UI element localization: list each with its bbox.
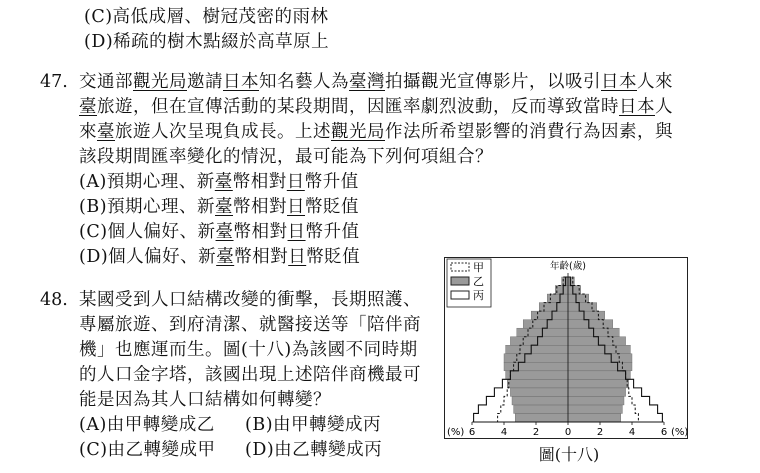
text-run: (C)個人偏好、新 bbox=[79, 222, 216, 242]
text-run: 幣相對 bbox=[233, 197, 288, 217]
proper-noun: 日本 bbox=[619, 97, 655, 117]
proper-noun: 日本 bbox=[601, 72, 637, 92]
axis-unit-left: (%) bbox=[447, 427, 465, 438]
q48-option-b: (B)由甲轉變成丙 bbox=[245, 415, 382, 435]
x-axis-ticks bbox=[469, 422, 667, 438]
text-run: (A)預期心理、新 bbox=[79, 172, 215, 192]
text-run: 人 bbox=[655, 97, 673, 117]
proper-noun: 日 bbox=[286, 172, 305, 192]
text-run: 幣貶值 bbox=[305, 197, 360, 217]
text-run: 幣貶值 bbox=[306, 247, 361, 267]
text-run: 幣相對 bbox=[234, 247, 289, 267]
q47-option-c bbox=[79, 221, 360, 243]
proper-noun: 臺 bbox=[79, 97, 97, 117]
text-run: 旅遊，但在宣傳活動的某段期間，因匯率劇烈波動，反而導致當時 bbox=[97, 97, 619, 117]
legend-swatch-1 bbox=[451, 277, 469, 285]
prev-option-d: (D)稀疏的樹木點綴於高草原上 bbox=[84, 32, 330, 52]
proper-noun: 臺 bbox=[215, 197, 234, 217]
q47-option-a bbox=[79, 171, 359, 193]
proper-noun: 臺 bbox=[215, 222, 234, 242]
chart-legend bbox=[447, 259, 491, 307]
legend-swatch-0 bbox=[451, 263, 469, 271]
proper-noun: 日 bbox=[287, 197, 306, 217]
q47-option-b bbox=[79, 196, 359, 218]
q47-line-1 bbox=[79, 71, 673, 93]
text-run: 旅遊人次呈現負成長。上述 bbox=[115, 122, 331, 142]
x-tick-label: 4 bbox=[628, 427, 636, 438]
proper-noun: 觀光局 bbox=[331, 122, 385, 142]
q47-line-2 bbox=[79, 96, 673, 118]
proper-noun: 觀光局 bbox=[133, 72, 187, 92]
proper-noun: 臺 bbox=[214, 172, 233, 192]
q48-line-1: 某國受到人口結構改變的衝擊，長期照護、 bbox=[79, 290, 421, 310]
proper-noun: 日 bbox=[287, 222, 306, 242]
text-run: (D)個人偏好、新 bbox=[79, 247, 217, 267]
proper-noun: 日 bbox=[288, 247, 307, 267]
x-tick-label: 2 bbox=[596, 427, 604, 438]
text-run: 來 bbox=[79, 122, 97, 142]
q47-line-3 bbox=[79, 121, 673, 143]
x-tick-label: 4 bbox=[500, 427, 508, 438]
x-tick-label: 2 bbox=[532, 427, 540, 438]
text-run: 交通部 bbox=[79, 72, 133, 92]
text-run: (B)預期心理、新 bbox=[79, 197, 216, 217]
chart-ylabel: 年齡(歲) bbox=[550, 261, 586, 272]
q48-option-d: (D)由乙轉變成丙 bbox=[245, 440, 383, 460]
legend-swatch-2 bbox=[451, 291, 469, 299]
x-tick-label: 0 bbox=[564, 427, 572, 438]
q48-line-3: 機」也應運而生。圖(十八)為該國不同時期 bbox=[79, 340, 418, 360]
text-run: 幣升值 bbox=[305, 222, 360, 242]
population-pyramid-chart bbox=[444, 257, 694, 439]
q48-option-c: (C)由乙轉變成甲 bbox=[79, 440, 216, 460]
q48-line-4: 的人口金字塔，該國出現上述陪伴商機最可 bbox=[79, 365, 421, 385]
text-run: 邀請 bbox=[187, 72, 223, 92]
text-run: 該段期間匯率變化的情況，最可能為下列何項組合？ bbox=[79, 147, 493, 167]
legend-label-2: 丙 bbox=[473, 289, 484, 302]
legend-label-0: 甲 bbox=[473, 261, 484, 274]
text-run: 知名藝人為 bbox=[259, 72, 349, 92]
axis-unit-right: (%) bbox=[671, 427, 689, 438]
proper-noun: 日本 bbox=[223, 72, 259, 92]
legend-label-1: 乙 bbox=[473, 275, 484, 288]
text-run: 人來 bbox=[637, 72, 673, 92]
proper-noun: 臺 bbox=[216, 247, 235, 267]
text-run: 幣相對 bbox=[233, 222, 288, 242]
q47-number: 47. bbox=[40, 72, 68, 92]
proper-noun: 臺灣 bbox=[349, 72, 385, 92]
q47-line-4 bbox=[79, 146, 493, 168]
q48-number: 48. bbox=[40, 290, 68, 310]
q48-line-2: 專屬旅遊、到府清潔、就醫接送等「陪伴商 bbox=[79, 315, 421, 335]
x-tick-label: 6 bbox=[468, 427, 476, 438]
q48-option-a: (A)由甲轉變成乙 bbox=[79, 415, 215, 435]
text-run: 作法所希望影響的消費行為因素，與 bbox=[385, 122, 673, 142]
text-run: 幣升值 bbox=[304, 172, 359, 192]
text-run: 幣相對 bbox=[232, 172, 287, 192]
proper-noun: 臺 bbox=[97, 122, 115, 142]
x-tick-label: 6 bbox=[660, 427, 668, 438]
figure-caption: 圖(十八) bbox=[538, 445, 600, 464]
q48-line-5: 能是因為其人口結構如何轉變？ bbox=[79, 390, 331, 410]
prev-option-c: (C)高低成層、樹冠茂密的雨林 bbox=[84, 7, 329, 27]
text-run: 拍攝觀光宣傳影片，以吸引 bbox=[385, 72, 601, 92]
q47-option-d bbox=[79, 246, 360, 268]
